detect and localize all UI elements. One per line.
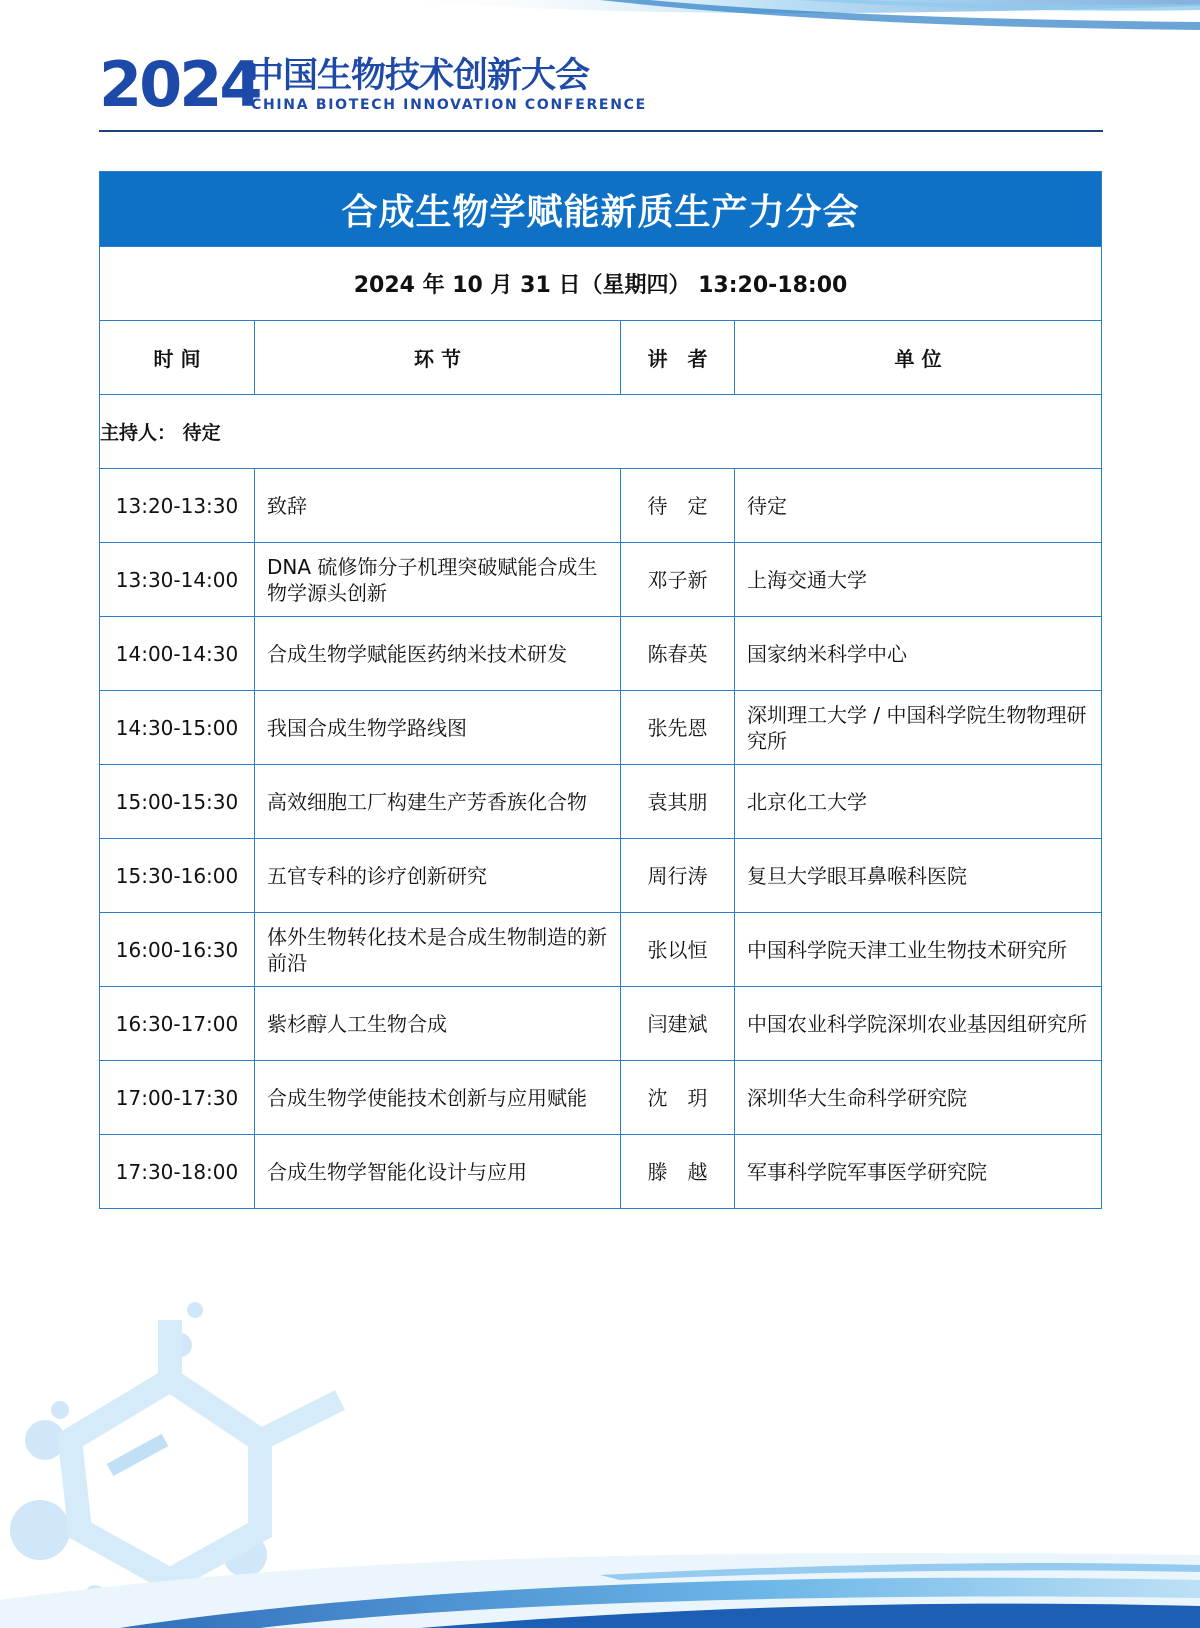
org-cell: 深圳理工大学 / 中国科学院生物物理研究所: [735, 691, 1102, 765]
header-divider: [99, 130, 1103, 132]
topic-cell: 体外生物转化技术是合成生物制造的新前沿: [255, 913, 621, 987]
table-header-row: [100, 321, 1102, 395]
time-cell: 15:30-16:00: [100, 839, 255, 913]
table-row: [100, 765, 1102, 839]
org-cell: 军事科学院军事医学研究院: [735, 1135, 1102, 1209]
time-cell: 16:00-16:30: [100, 913, 255, 987]
column-header-speaker: 讲 者: [621, 321, 735, 395]
topic-cell: 合成生物学智能化设计与应用: [255, 1135, 621, 1209]
speaker-cell: 滕 越: [621, 1135, 735, 1209]
table-row: [100, 1061, 1102, 1135]
host-row: [100, 395, 1102, 469]
speaker-cell: 邓子新: [621, 543, 735, 617]
speaker-cell: 袁其朋: [621, 765, 735, 839]
table-row: [100, 469, 1102, 543]
top-wave-decoration: [380, 0, 1200, 30]
session-date: 2024 年 10 月 31 日（星期四） 13:20-18:00: [100, 247, 1102, 321]
topic-cell: 合成生物学使能技术创新与应用赋能: [255, 1061, 621, 1135]
time-cell: 13:30-14:00: [100, 543, 255, 617]
column-header-time: 时 间: [100, 321, 255, 395]
speaker-cell: 张以恒: [621, 913, 735, 987]
agenda-table: [99, 171, 1102, 1209]
org-cell: 中国农业科学院深圳农业基因组研究所: [735, 987, 1102, 1061]
conference-name-cn: 中国生物技术创新大会: [249, 56, 590, 96]
table-row: [100, 543, 1102, 617]
topic-cell: 紫杉醇人工生物合成: [255, 987, 621, 1061]
org-cell: 中国科学院天津工业生物技术研究所: [735, 913, 1102, 987]
session-title-row: [100, 172, 1102, 247]
table-row: [100, 839, 1102, 913]
time-cell: 17:30-18:00: [100, 1135, 255, 1209]
org-cell: 国家纳米科学中心: [735, 617, 1102, 691]
org-cell: 待定: [735, 469, 1102, 543]
org-cell: 复旦大学眼耳鼻喉科医院: [735, 839, 1102, 913]
time-cell: 14:30-15:00: [100, 691, 255, 765]
topic-cell: 致辞: [255, 469, 621, 543]
table-row: [100, 617, 1102, 691]
topic-cell: 五官专科的诊疗创新研究: [255, 839, 621, 913]
topic-cell: 合成生物学赋能医药纳米技术研发: [255, 617, 621, 691]
topic-cell: 高效细胞工厂构建生产芳香族化合物: [255, 765, 621, 839]
table-row: [100, 987, 1102, 1061]
table-row: [100, 691, 1102, 765]
speaker-cell: 张先恩: [621, 691, 735, 765]
speaker-cell: 沈 玥: [621, 1061, 735, 1135]
conference-year: 2024: [99, 48, 260, 121]
session-title: 合成生物学赋能新质生产力分会: [100, 172, 1102, 247]
topic-cell: DNA 硫修饰分子机理突破赋能合成生物学源头创新: [255, 543, 621, 617]
column-header-topic: 环 节: [255, 321, 621, 395]
conference-name-en: CHINA BIOTECH INNOVATION CONFERENCE: [251, 97, 647, 113]
time-cell: 15:00-15:30: [100, 765, 255, 839]
table-row: [100, 913, 1102, 987]
host-label: 主持人： 待定: [100, 395, 1102, 469]
speaker-cell: 周行涛: [621, 839, 735, 913]
org-cell: 上海交通大学: [735, 543, 1102, 617]
time-cell: 14:00-14:30: [100, 617, 255, 691]
time-cell: 16:30-17:00: [100, 987, 255, 1061]
topic-cell: 我国合成生物学路线图: [255, 691, 621, 765]
session-date-row: [100, 247, 1102, 321]
column-header-org: 单 位: [735, 321, 1102, 395]
speaker-cell: 待 定: [621, 469, 735, 543]
org-cell: 北京化工大学: [735, 765, 1102, 839]
speaker-cell: 陈春英: [621, 617, 735, 691]
conference-header: [99, 48, 1103, 134]
speaker-cell: 闫建斌: [621, 987, 735, 1061]
time-cell: 17:00-17:30: [100, 1061, 255, 1135]
org-cell: 深圳华大生命科学研究院: [735, 1061, 1102, 1135]
table-row: [100, 1135, 1102, 1209]
time-cell: 13:20-13:30: [100, 469, 255, 543]
